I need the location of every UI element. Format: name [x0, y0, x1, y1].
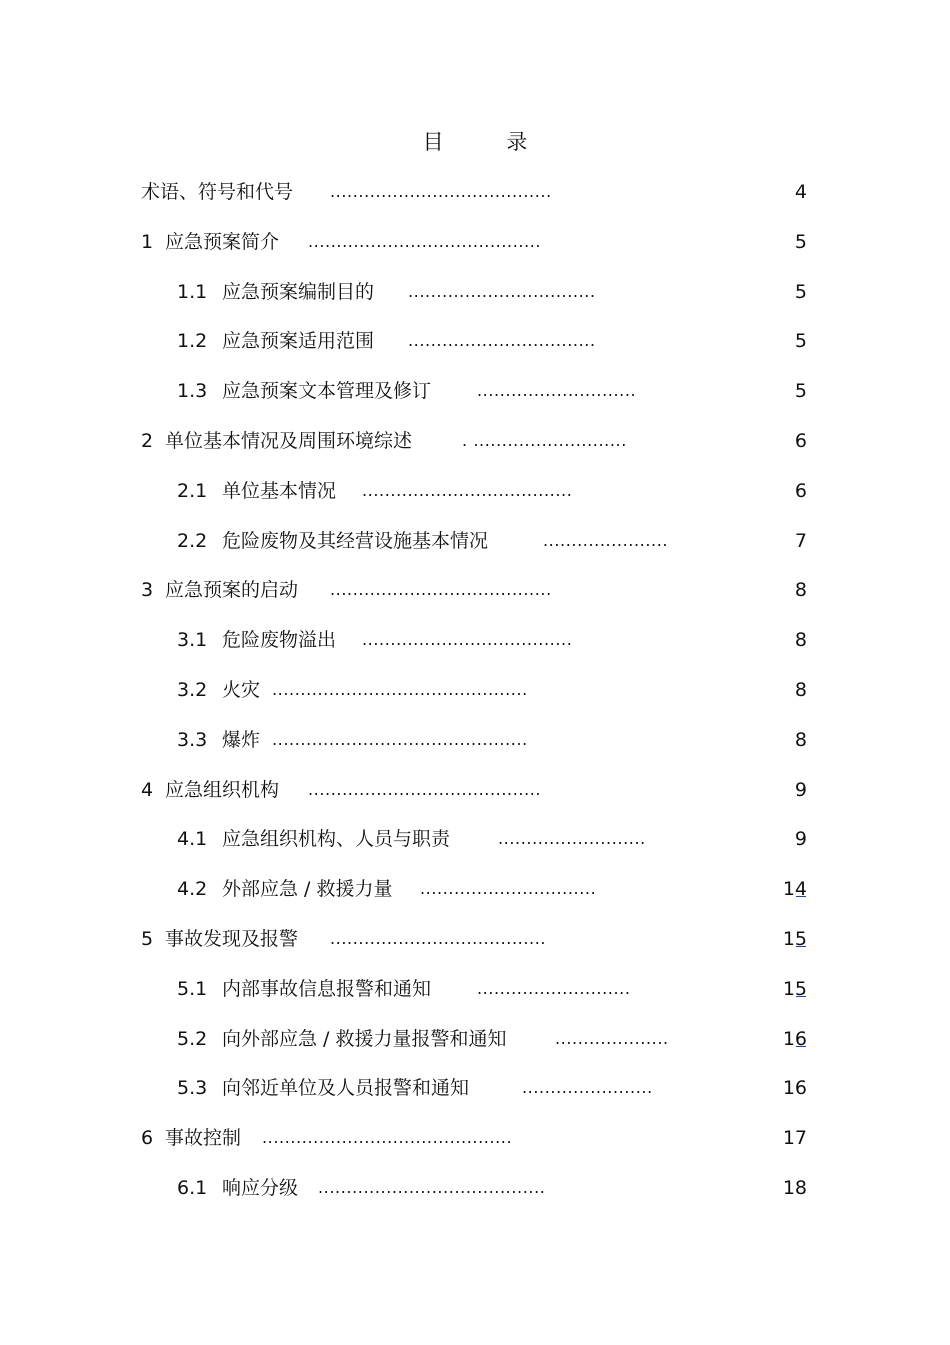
toc-entry[interactable]	[0, 923, 950, 973]
toc-entry-number: 4.1	[177, 828, 208, 851]
toc-page-number[interactable]: 8	[794, 728, 807, 751]
toc-entry[interactable]	[0, 1072, 950, 1122]
toc-dot-leader: .................................	[408, 281, 596, 301]
toc-entry-title: 向外部应急 / 救援力量报警和通知	[222, 1027, 507, 1050]
toc-title: 目 录	[422, 130, 556, 154]
toc-dot-leader: ....................	[555, 1028, 669, 1048]
toc-entry-title: 应急预案文本管理及修订	[222, 380, 432, 403]
toc-dot-leader: .........................................	[308, 779, 542, 799]
toc-entry-number: 2.1	[177, 479, 208, 502]
toc-entry-number: 4.2	[177, 878, 208, 901]
toc-entry[interactable]	[0, 375, 950, 425]
toc-entry-title: 响应分级	[222, 1176, 299, 1199]
toc-entry-number: 2.2	[177, 529, 208, 552]
toc-entry-title: 应急预案编制目的	[222, 280, 375, 303]
toc-entry-title: 危险废物及其经营设施基本情况	[222, 529, 489, 552]
toc-dot-leader: ......................................	[330, 928, 547, 948]
toc-dot-leader: ...............................	[420, 879, 597, 899]
toc-entry-number: 1.3	[177, 380, 208, 403]
toc-page-number[interactable]: 8	[794, 579, 807, 602]
toc-dot-leader: ........................................	[318, 1177, 546, 1197]
toc-entry[interactable]	[0, 425, 950, 475]
toc-entry-number: 3	[141, 579, 154, 602]
toc-entry[interactable]	[0, 973, 950, 1023]
toc-entry-number: 1.1	[177, 280, 208, 303]
toc-dot-leader: .............................................	[272, 729, 528, 749]
toc-page-number[interactable]: 5	[794, 280, 807, 303]
toc-entry-title: 内部事故信息报警和通知	[222, 977, 432, 1000]
toc-entry-title: 单位基本情况及周围环境综述	[165, 429, 413, 452]
toc-entry[interactable]	[0, 823, 950, 873]
toc-entry-title: 应急预案适用范围	[222, 330, 375, 353]
toc-entry-number: 3.2	[177, 678, 208, 701]
toc-entry[interactable]	[0, 1023, 950, 1073]
toc-page-number[interactable]: 4	[794, 181, 807, 203]
toc-entry[interactable]	[0, 276, 950, 326]
toc-entry[interactable]	[0, 475, 950, 525]
toc-dot-leader: .......................................	[330, 182, 552, 201]
toc-entry[interactable]	[0, 674, 950, 724]
toc-page-number[interactable]: 6	[794, 429, 807, 452]
toc-dot-leader: .................................	[408, 331, 596, 351]
toc-entry-title: 事故发现及报警	[165, 927, 299, 950]
toc-entry[interactable]	[0, 176, 950, 226]
toc-page-number[interactable]: 9	[794, 778, 807, 801]
toc-page-number[interactable]: 15	[782, 927, 807, 950]
toc-dot-leader: .......................................	[330, 580, 552, 600]
toc-entry-number: 3.3	[177, 728, 208, 751]
toc-dot-leader: ......................	[543, 530, 669, 550]
toc-dot-leader: ............................................	[262, 1128, 513, 1148]
toc-page-number[interactable]: 5	[794, 380, 807, 403]
toc-page-number[interactable]: 5	[794, 230, 807, 253]
toc-entry-number: 5.3	[177, 1077, 208, 1100]
toc-entry-number: 5.1	[177, 977, 208, 1000]
toc-entry-title: 向邻近单位及人员报警和通知	[222, 1077, 470, 1100]
toc-page-number[interactable]: 6	[794, 479, 807, 502]
toc-entry-number: 6	[141, 1127, 154, 1150]
toc-entry[interactable]	[0, 226, 950, 276]
toc-entry-title: 爆炸	[222, 728, 261, 751]
toc-entry[interactable]	[0, 624, 950, 674]
toc-page-number[interactable]: 14	[782, 878, 807, 901]
toc-dot-leader: . ...........................	[462, 430, 627, 450]
toc-entry-number: 1	[141, 230, 154, 253]
toc-entry-number: 4	[141, 778, 154, 801]
toc-list	[0, 176, 950, 1222]
toc-entry-title: 应急预案简介	[165, 230, 280, 253]
toc-entry-number: 5.2	[177, 1027, 208, 1050]
toc-page-number[interactable]: 8	[794, 678, 807, 701]
toc-dot-leader: ..........................	[498, 829, 646, 849]
toc-entry[interactable]	[0, 525, 950, 575]
toc-entry-number: 3.1	[177, 629, 208, 652]
toc-entry-title: 火灾	[222, 678, 261, 701]
toc-entry-title: 事故控制	[165, 1127, 242, 1150]
toc-dot-leader: .....................................	[362, 480, 573, 500]
toc-page-number[interactable]: 15	[782, 977, 807, 1000]
toc-page-number[interactable]: 8	[794, 629, 807, 652]
toc-entry-number: 5	[141, 927, 154, 950]
toc-entry[interactable]	[0, 724, 950, 774]
toc-entry-title: 危险废物溢出	[222, 629, 337, 652]
toc-dot-leader: ...........................	[477, 978, 631, 998]
toc-page-number[interactable]: 18	[782, 1176, 807, 1199]
toc-entry[interactable]	[0, 1172, 950, 1222]
toc-entry-number: 2	[141, 429, 154, 452]
toc-entry[interactable]	[0, 325, 950, 375]
toc-dot-leader: .............................................	[272, 679, 528, 699]
toc-entry-title: 单位基本情况	[222, 479, 337, 502]
toc-page-number[interactable]: 17	[782, 1127, 807, 1150]
toc-entry-number: 6.1	[177, 1176, 208, 1199]
toc-page-number[interactable]: 5	[794, 330, 807, 353]
toc-page-number[interactable]: 9	[794, 828, 807, 851]
toc-dot-leader: .......................	[522, 1078, 653, 1098]
toc-entry-title: 术语、符号和代号	[141, 181, 294, 203]
toc-entry[interactable]	[0, 1122, 950, 1172]
toc-entry[interactable]	[0, 574, 950, 624]
toc-entry-title: 外部应急 / 救援力量	[222, 878, 393, 901]
toc-page-number[interactable]: 16	[782, 1077, 807, 1100]
toc-entry-number: 1.2	[177, 330, 208, 353]
toc-page-number[interactable]: 7	[794, 529, 807, 552]
toc-entry-title: 应急组织机构、人员与职责	[222, 828, 451, 851]
toc-entry[interactable]	[0, 774, 950, 824]
toc-dot-leader: .........................................	[308, 231, 542, 251]
toc-page-number[interactable]: 16	[782, 1027, 807, 1050]
toc-dot-leader: .....................................	[362, 630, 573, 650]
toc-dot-leader: ............................	[477, 381, 637, 401]
toc-entry[interactable]	[0, 873, 950, 923]
toc-entry-title: 应急组织机构	[165, 778, 280, 801]
toc-entry-title: 应急预案的启动	[165, 579, 299, 602]
